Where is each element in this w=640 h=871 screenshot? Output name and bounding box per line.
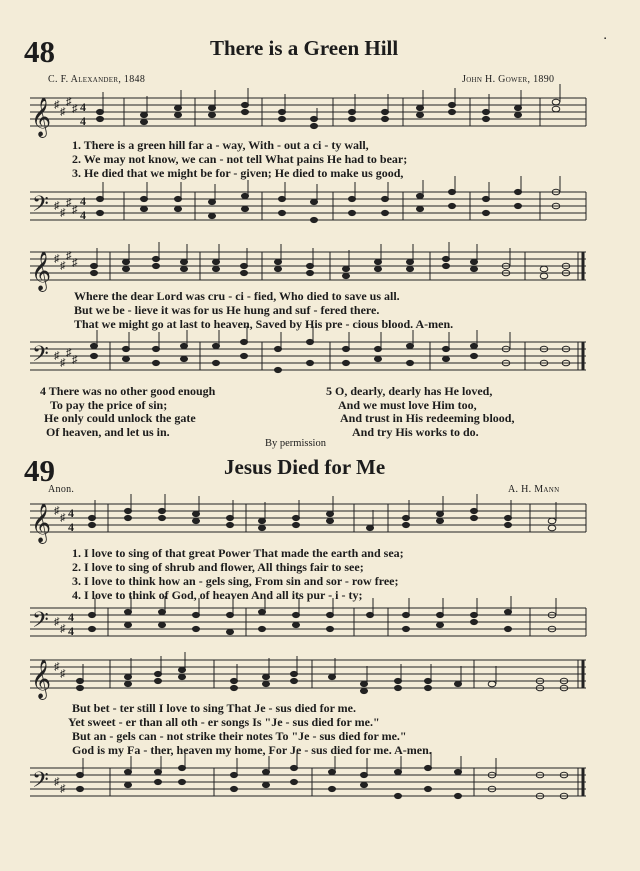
bass-staff bbox=[0, 598, 640, 658]
stanza-line: And trust in His redeeming blood, bbox=[340, 411, 515, 425]
bass-clef-icon: 𝄢 bbox=[32, 342, 49, 371]
staff-lines bbox=[30, 768, 586, 796]
svg-text:4: 4 bbox=[68, 610, 74, 624]
key-signature bbox=[54, 347, 78, 369]
stanza-line: 5 O, dearly, dearly has He loved, bbox=[326, 384, 493, 398]
lyrics-line-1: Where the dear Lord was cru - ci - fied, Who died to save us all. bbox=[74, 289, 400, 303]
svg-text:♯: ♯ bbox=[60, 783, 66, 795]
lyrics-line-1: But bet - ter still I love to sing That Je - sus died for me. bbox=[72, 701, 356, 715]
lyrics-line-4: God is my Fa - ther, heaven my home, For Je - sus died for me. A-men. bbox=[72, 743, 432, 757]
lyrics-line-3: 3. He died that we might be for - given; He died to make us good, bbox=[72, 166, 404, 180]
lyrics-line-4: 4. I love to think of God, of heaven And all its pur - i - ty; bbox=[72, 588, 363, 602]
svg-text:4: 4 bbox=[68, 520, 74, 534]
treble-clef-icon: 𝄞 bbox=[31, 99, 52, 136]
time-signature bbox=[68, 610, 74, 638]
lyrics-line-2: Yet sweet - er than all oth - er songs Is "Je - sus died for me." bbox=[68, 715, 380, 729]
svg-text:4: 4 bbox=[80, 208, 86, 222]
svg-text:♯: ♯ bbox=[66, 250, 72, 262]
svg-text:♯: ♯ bbox=[60, 260, 66, 272]
svg-text:4: 4 bbox=[80, 100, 86, 114]
lyrics-line-1: 1. I love to sing of that great Power That made the earth and sea; bbox=[72, 546, 404, 560]
svg-text:4: 4 bbox=[80, 114, 86, 128]
svg-text:♯: ♯ bbox=[54, 776, 60, 788]
lyrics-line-2: 2. We may not know, we can - not tell What pains He had to bear; bbox=[72, 152, 408, 166]
staff-lines bbox=[30, 608, 586, 636]
staff-lines bbox=[30, 192, 586, 220]
stanza-line: He only could unlock the gate bbox=[44, 411, 196, 425]
svg-text:♯: ♯ bbox=[60, 512, 66, 524]
svg-text:♯: ♯ bbox=[54, 661, 60, 673]
key-signature bbox=[54, 96, 78, 118]
music-credit: A. H. Mann bbox=[508, 484, 560, 495]
svg-text:♯: ♯ bbox=[54, 505, 60, 517]
lyrics-line-1: 1. There is a green hill far a - way, With - out a ci - ty wall, bbox=[72, 138, 369, 152]
staff-lines bbox=[30, 504, 586, 532]
svg-text:♯: ♯ bbox=[72, 257, 78, 269]
time-signature bbox=[68, 506, 74, 534]
key-signature bbox=[54, 776, 66, 795]
hymn-title: Jesus Died for Me bbox=[224, 455, 386, 479]
permission-note: By permission bbox=[265, 438, 326, 449]
stanza-4 bbox=[40, 385, 215, 439]
stanza-5 bbox=[326, 385, 514, 439]
key-signature bbox=[54, 616, 66, 635]
key-signature bbox=[54, 661, 66, 680]
words-credit: Anon. bbox=[48, 484, 75, 495]
time-signature bbox=[80, 194, 86, 222]
words-credit: C. F. Alexander, 1848 bbox=[48, 74, 146, 85]
bass-clef-icon: 𝄢 bbox=[32, 768, 49, 797]
hymn-number: 49 bbox=[24, 453, 55, 488]
svg-text:♯: ♯ bbox=[66, 96, 72, 108]
treble-clef-icon: 𝄞 bbox=[31, 661, 52, 698]
hymn-number: 48 bbox=[24, 34, 55, 69]
lyrics-line-3: That we might go at last to heaven, Saved by His pre - cious blood. A-men. bbox=[74, 317, 454, 331]
stanza-line: 4 There was no other good enough bbox=[40, 384, 216, 398]
svg-text:4: 4 bbox=[68, 506, 74, 520]
svg-text:4: 4 bbox=[80, 194, 86, 208]
lyrics-line-3: 3. I love to think how an - gels sing, From sin and sor - row free; bbox=[72, 574, 399, 588]
notes bbox=[97, 84, 561, 129]
svg-text:♯: ♯ bbox=[60, 623, 66, 635]
notes bbox=[77, 652, 568, 694]
svg-text:♯: ♯ bbox=[54, 200, 60, 212]
hymn-title: There is a Green Hill bbox=[210, 36, 399, 60]
bass-clef-icon: 𝄢 bbox=[32, 608, 49, 637]
treble-clef-icon: 𝄞 bbox=[31, 505, 52, 542]
bass-staff bbox=[0, 332, 640, 392]
svg-text:♯: ♯ bbox=[60, 207, 66, 219]
lyrics-line-2: 2. I love to sing of shrub and flower, All things fair to see; bbox=[72, 560, 364, 574]
stanza-line: To pay the price of sin; bbox=[50, 397, 168, 412]
lyrics-line-2: But we be - lieve it was for us He hung and suf - fered there. bbox=[74, 303, 380, 317]
staff-lines bbox=[30, 98, 586, 126]
svg-text:♯: ♯ bbox=[72, 354, 78, 366]
treble-staff bbox=[0, 494, 640, 554]
treble-clef-icon: 𝄞 bbox=[31, 253, 52, 290]
bass-staff bbox=[0, 182, 640, 242]
svg-text:♯: ♯ bbox=[54, 350, 60, 362]
svg-text:♯: ♯ bbox=[60, 106, 66, 118]
svg-text:♯: ♯ bbox=[72, 103, 78, 115]
svg-text:♯: ♯ bbox=[66, 197, 72, 209]
key-signature bbox=[54, 505, 66, 524]
stanza-line: Of heaven, and let us in. bbox=[46, 424, 170, 439]
stanza-line: And try His works to do. bbox=[352, 424, 479, 439]
svg-text:4: 4 bbox=[68, 624, 74, 638]
music-credit: John H. Gower, 1890 bbox=[462, 74, 555, 85]
staff-lines bbox=[30, 660, 586, 688]
stanza-line: And we must love Him too, bbox=[338, 397, 477, 412]
time-signature bbox=[80, 100, 86, 128]
key-signature bbox=[54, 197, 78, 219]
lyrics-line-3: But an - gels can - not strike their notes To "Je - sus died for me." bbox=[72, 729, 407, 743]
svg-text:♯: ♯ bbox=[54, 616, 60, 628]
svg-text:♯: ♯ bbox=[66, 347, 72, 359]
svg-text:♯: ♯ bbox=[60, 357, 66, 369]
svg-text:♯: ♯ bbox=[72, 204, 78, 216]
key-signature bbox=[54, 250, 78, 272]
bass-clef-icon: 𝄢 bbox=[32, 192, 49, 221]
svg-text:♯: ♯ bbox=[54, 99, 60, 111]
corner-mark: ▪ bbox=[604, 36, 607, 42]
bass-staff bbox=[0, 758, 640, 818]
svg-text:♯: ♯ bbox=[60, 668, 66, 680]
svg-text:♯: ♯ bbox=[54, 253, 60, 265]
